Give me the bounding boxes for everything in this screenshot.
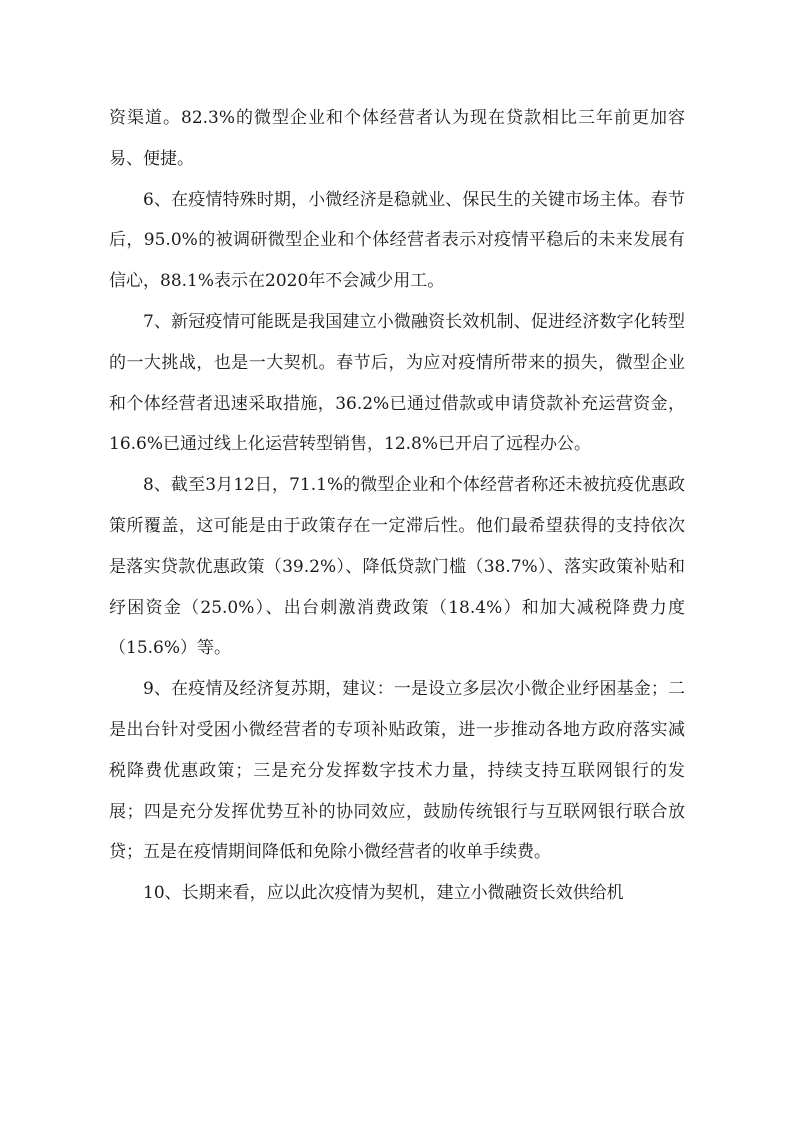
document-page [109,98,685,914]
paragraph-6: 6、在疫情特殊时期，小微经济是稳就业、保民生的关键市场主体。春节后，95.0%的被调研微型企业和个体经营者表示对疫情平稳后的未来发展有信心，88.1%表示在2020年不会减少用工。 [109,189,685,292]
paragraph-10: 10、长期来看，应以此次疫情为契机，建立小微融资长效供给机 [143,883,624,904]
paragraph-7: 7、新冠疫情可能既是我国建立小微融资长效机制、促进经济数字化转型的一大挑战，也是一大契机。春节后，为应对疫情所带来的损失，微型企业和个体经营者迅速采取措施，36.2%已通过借款或申请贷款补充运营资金，16.6%已通过线上化运营转型销售，12.8%已开启了远程办公。 [109,311,685,455]
paragraph-continuation: 资渠道。82.3%的微型企业和个体经营者认为现在贷款相比三年前更加容易、便捷。 [109,108,685,169]
paragraph-8: 8、截至3月12日，71.1%的微型企业和个体经营者称还未被抗疫优惠政策所覆盖，这可能是由于政策存在一定滞后性。他们最希望获得的支持依次是落实贷款优惠政策（39.2%）、降低贷款门槛（38.7%）、落实政策补贴和纾困资金（25.0%）、出台刺激消费政策（18.4%）和加大减税降费力度（15.6%）等。 [109,475,685,659]
paragraph-9: 9、在疫情及经济复苏期，建议：一是设立多层次小微企业纾困基金；二是出台针对受困小微经营者的专项补贴政策，进一步推动各地方政府落实减税降费优惠政策；三是充分发挥数字技术力量，持续支持互联网银行的发展；四是充分发挥优势互补的协同效应，鼓励传统银行与互联网银行联合放贷；五是在疫情期间降低和免除小微经营者的收单手续费。 [109,679,685,863]
